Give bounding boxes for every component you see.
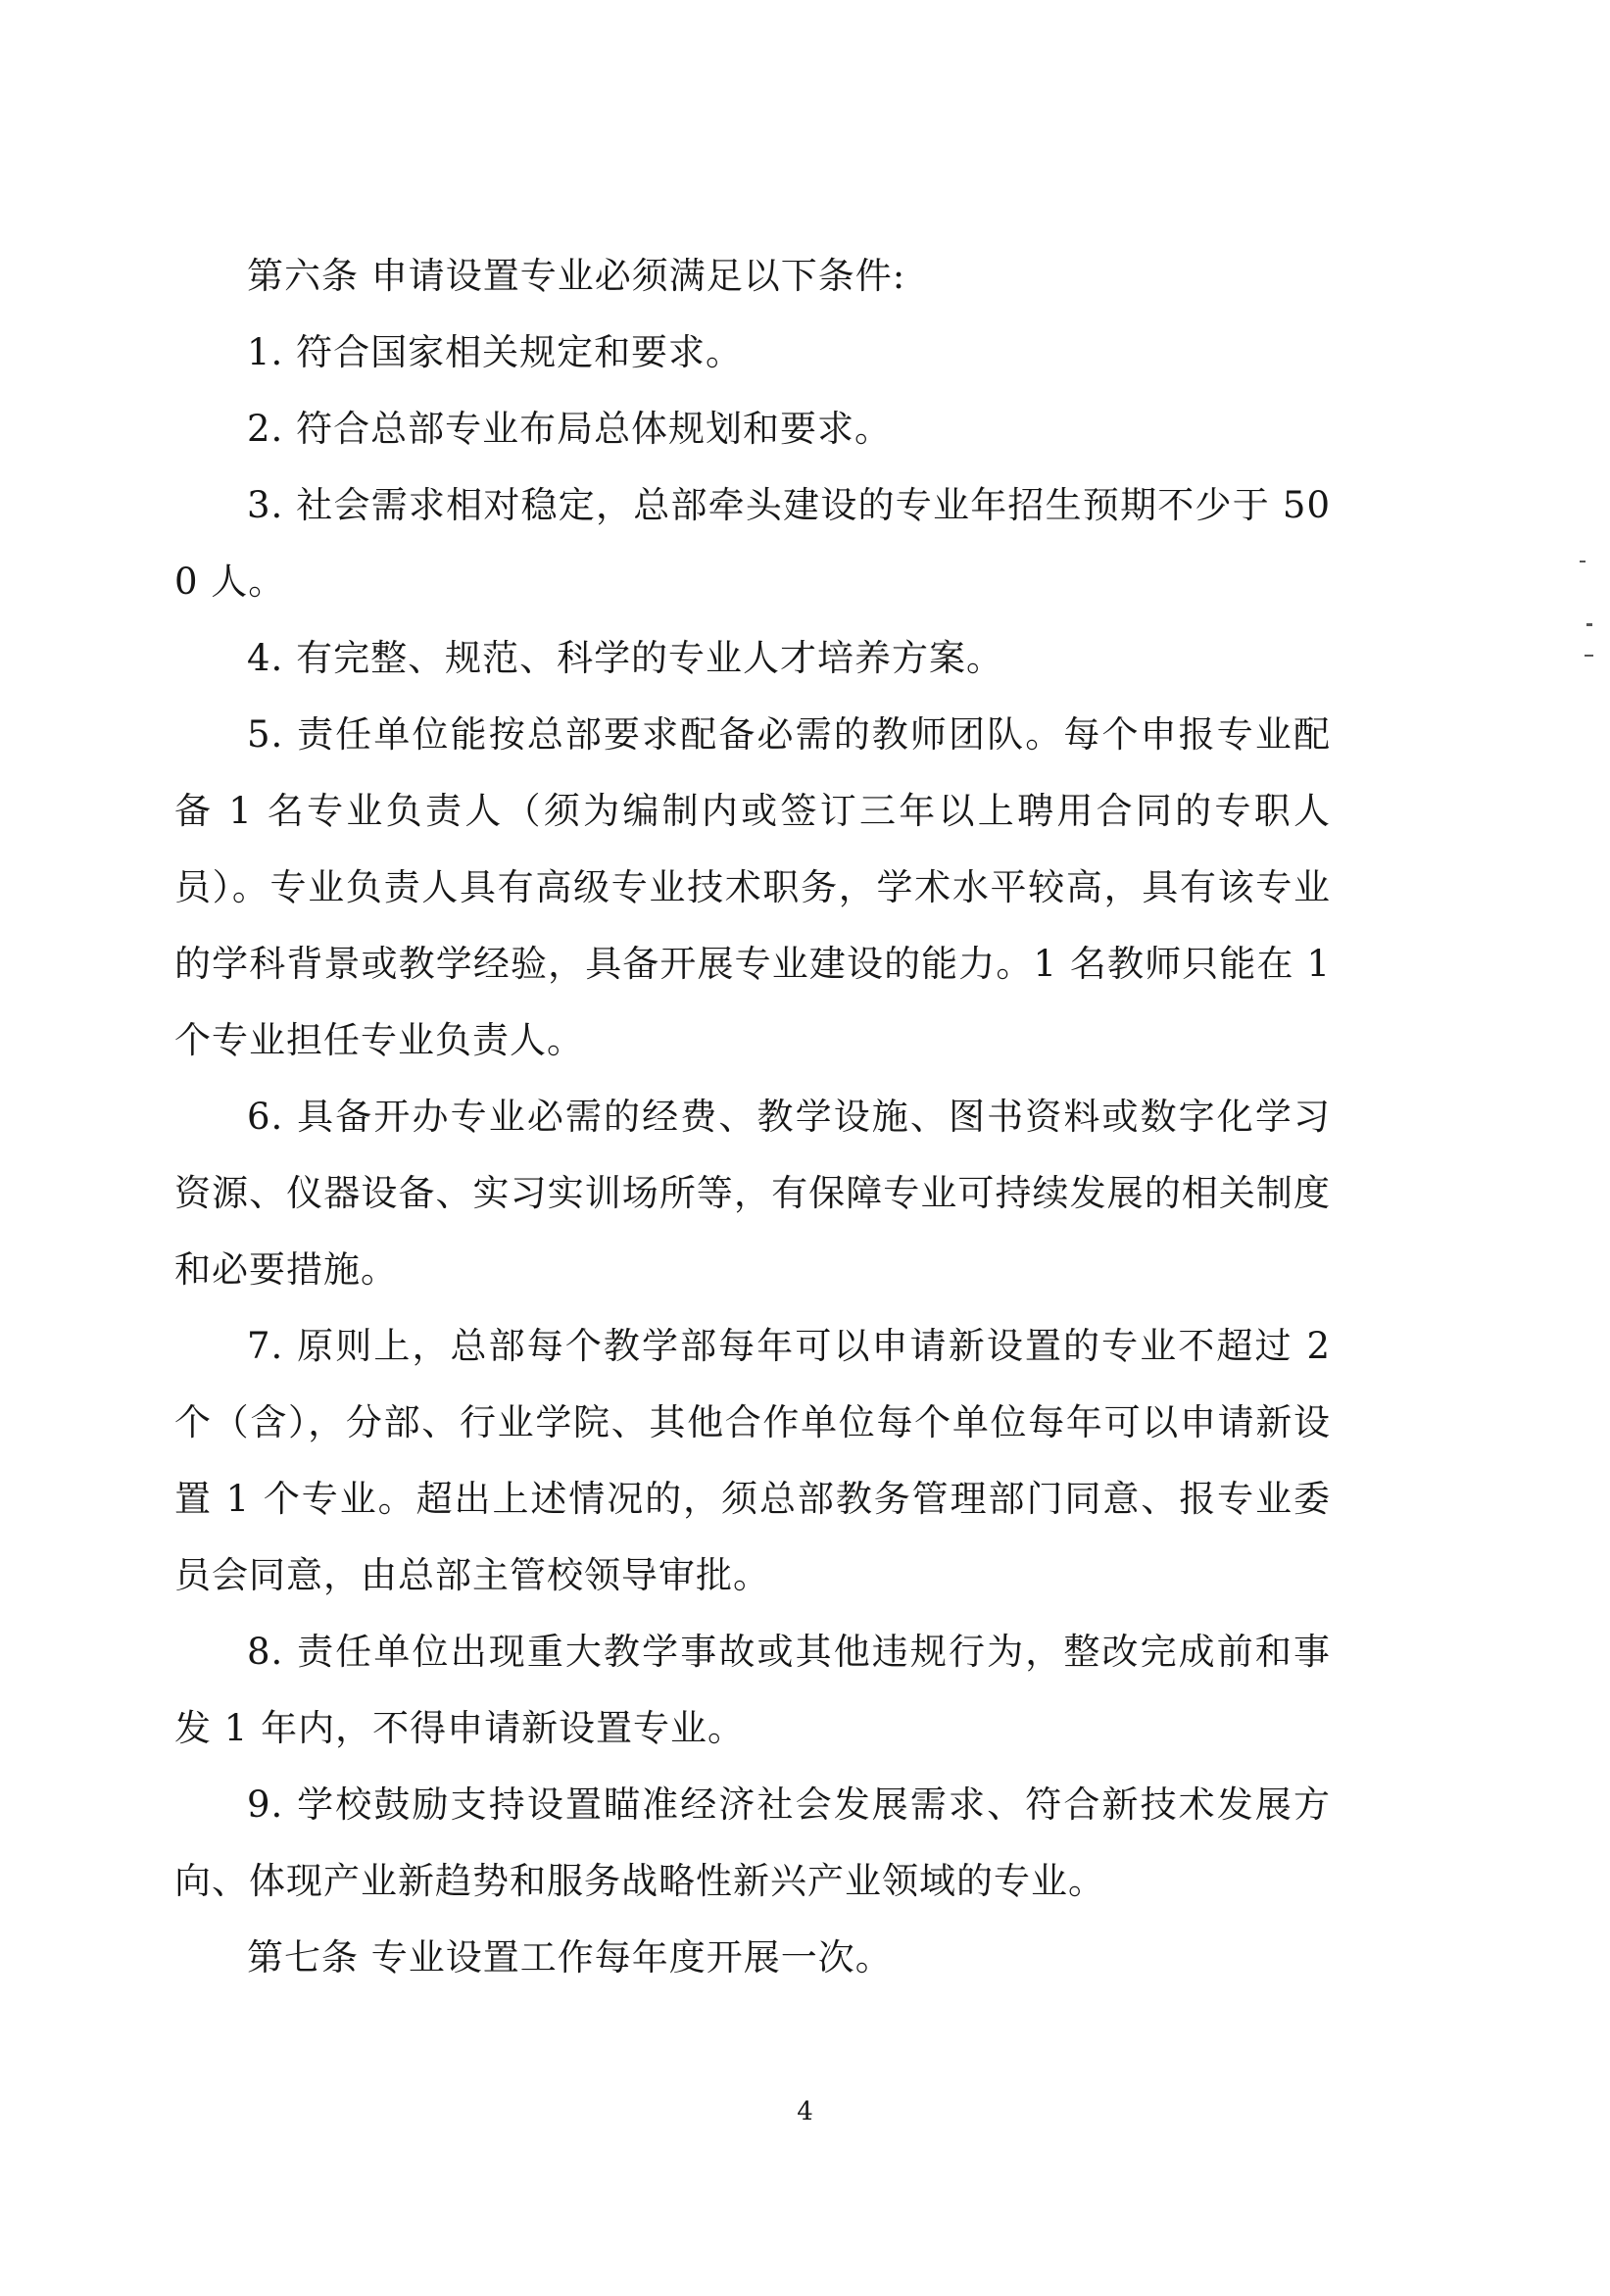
condition-5: 5. 责任单位能按总部要求配备必需的教师团队。每个申报专业配备 1 名专业负责人（须为编制内或签订三年以上聘用合同的专职人员）。专业负责人具有高级专业技术职务，学术水平较高，具有该专业的学科背景或教学经验，具备开展专业建设的能力。1 名教师只能在 1 个专业担任专业负责人。: [174, 713, 1331, 1061]
condition-9: 9. 学校鼓励支持设置瞄准经济社会发展需求、符合新技术发展方向、体现产业新趋势和服务战略性新兴产业领域的专业。: [174, 1783, 1331, 1902]
condition-1: 1. 符合国家相关规定和要求。: [247, 331, 744, 373]
condition-7: 7. 原则上，总部每个教学部每年可以申请新设置的专业不超过 2 个（含），分部、行业学院、其他合作单位每个单位每年可以申请新设置 1 个专业。超出上述情况的，须总部教务管理部门同意、报专业委员会同意，由总部主管校领导审批。: [174, 1325, 1331, 1596]
page-number: 4: [797, 2097, 813, 2126]
condition-2: 2. 符合总部专业布局总体规划和要求。: [247, 408, 893, 450]
article-6-heading: 第六条 申请设置专业必须满足以下条件:: [247, 255, 906, 297]
condition-4: 4. 有完整、规范、科学的专业人才培养方案。: [247, 637, 1004, 679]
scan-artifact: [1586, 623, 1592, 626]
article-7-heading: 第七条 专业设置工作每年度开展一次。: [247, 1936, 893, 1978]
condition-8: 8. 责任单位出现重大教学事故或其他违规行为，整改完成前和事发 1 年内，不得申请新设置专业。: [174, 1631, 1331, 1749]
scan-artifact: [1585, 655, 1593, 657]
condition-3: 3. 社会需求相对稳定，总部牵头建设的专业年招生预期不少于 500 人。: [174, 484, 1331, 603]
document-body: [174, 238, 1331, 1996]
condition-6: 6. 具备开办专业必需的经费、教学设施、图书资料或数字化学习资源、仪器设备、实习实训场所等，有保障专业可持续发展的相关制度和必要措施。: [174, 1096, 1331, 1291]
scan-artifact: [1580, 561, 1586, 562]
